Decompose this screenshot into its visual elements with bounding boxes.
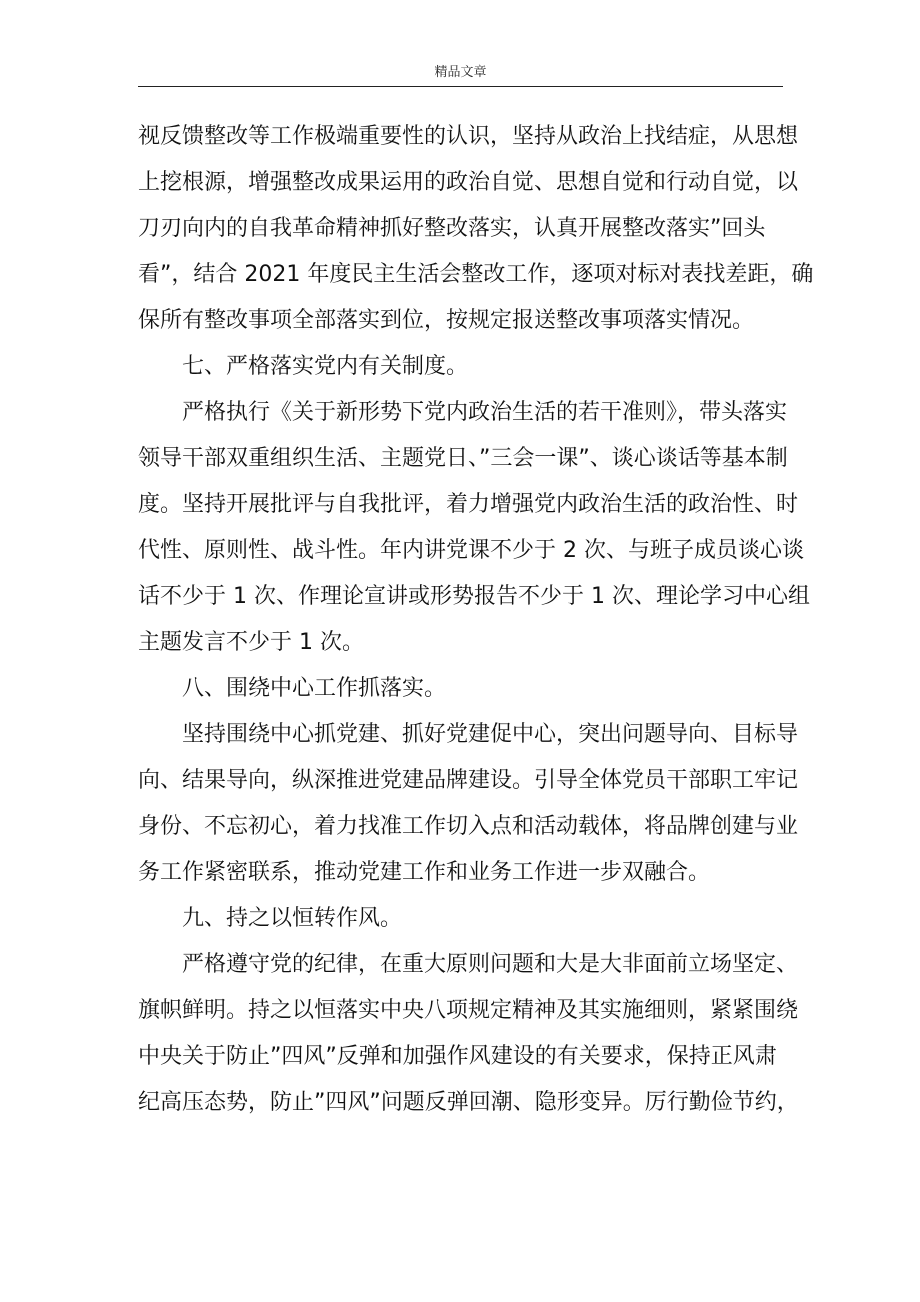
page-header: 精品文章 (434, 65, 487, 80)
text-line: 度。坚持开展批评与自我批评，着力增强党内政治生活的政治性、时 (138, 492, 799, 517)
text-line: 视反馈整改等工作极端重要性的认识，坚持从政治上找结症，从思想 (138, 124, 799, 149)
text-line: 上挖根源，增强整改成果运用的政治自觉、思想自觉和行动自觉，以 (138, 170, 799, 195)
text-line: 刀刃向内的自我革命精神抓好整改落实，认真开展整改落实”回头 (138, 216, 766, 241)
text-line: 主题发言不少于 1 次。 (138, 630, 364, 655)
document-body (138, 114, 814, 1126)
text-line: 九、持之以恒转作风。 (182, 906, 403, 931)
text-line: 八、围绕中心工作抓落实。 (182, 676, 447, 701)
text-line: 旗帜鲜明。持之以恒落实中央八项规定精神及其实施细则，紧紧围绕 (138, 998, 799, 1023)
text-line: 坚持围绕中心抓党建、抓好党建促中心，突出问题导向、目标导 (182, 722, 799, 747)
text-line: 向、结果导向，纵深推进党建品牌建设。引导全体党员干部职工牢记 (138, 768, 799, 793)
text-line: 看”，结合 2021 年度民主生活会整改工作，逐项对标对表找差距，确 (138, 262, 814, 287)
text-line: 严格遵守党的纪律，在重大原则问题和大是大非面前立场坚定、 (182, 952, 799, 977)
text-line: 纪高压态势，防止”四风”问题反弹回潮、隐形变异。厉行勤俭节约， (138, 1090, 799, 1115)
header-divider (138, 86, 783, 87)
text-line: 身份、不忘初心，着力找准工作切入点和活动载体，将品牌创建与业 (138, 814, 799, 839)
text-line: 代性、原则性、战斗性。年内讲党课不少于 2 次、与班子成员谈心谈 (138, 538, 804, 563)
text-line: 中央关于防止”四风”反弹和加强作风建设的有关要求，保持正风肃 (138, 1044, 777, 1069)
text-line: 领导干部双重组织生活、主题党日、”三会一课”、谈心谈话等基本制 (138, 446, 788, 471)
text-line: 保所有整改事项全部落实到位，按规定报送整改事项落实情况。 (138, 308, 755, 333)
text-line: 话不少于 1 次、作理论宣讲或形势报告不少于 1 次、理论学习中心组 (138, 584, 810, 609)
text-line: 务工作紧密联系，推动党建工作和业务工作进一步双融合。 (138, 860, 711, 885)
text-line: 严格执行《关于新形势下党内政治生活的若干准则》，带头落实 (182, 400, 788, 425)
text-line: 七、严格落实党内有关制度。 (182, 354, 469, 379)
